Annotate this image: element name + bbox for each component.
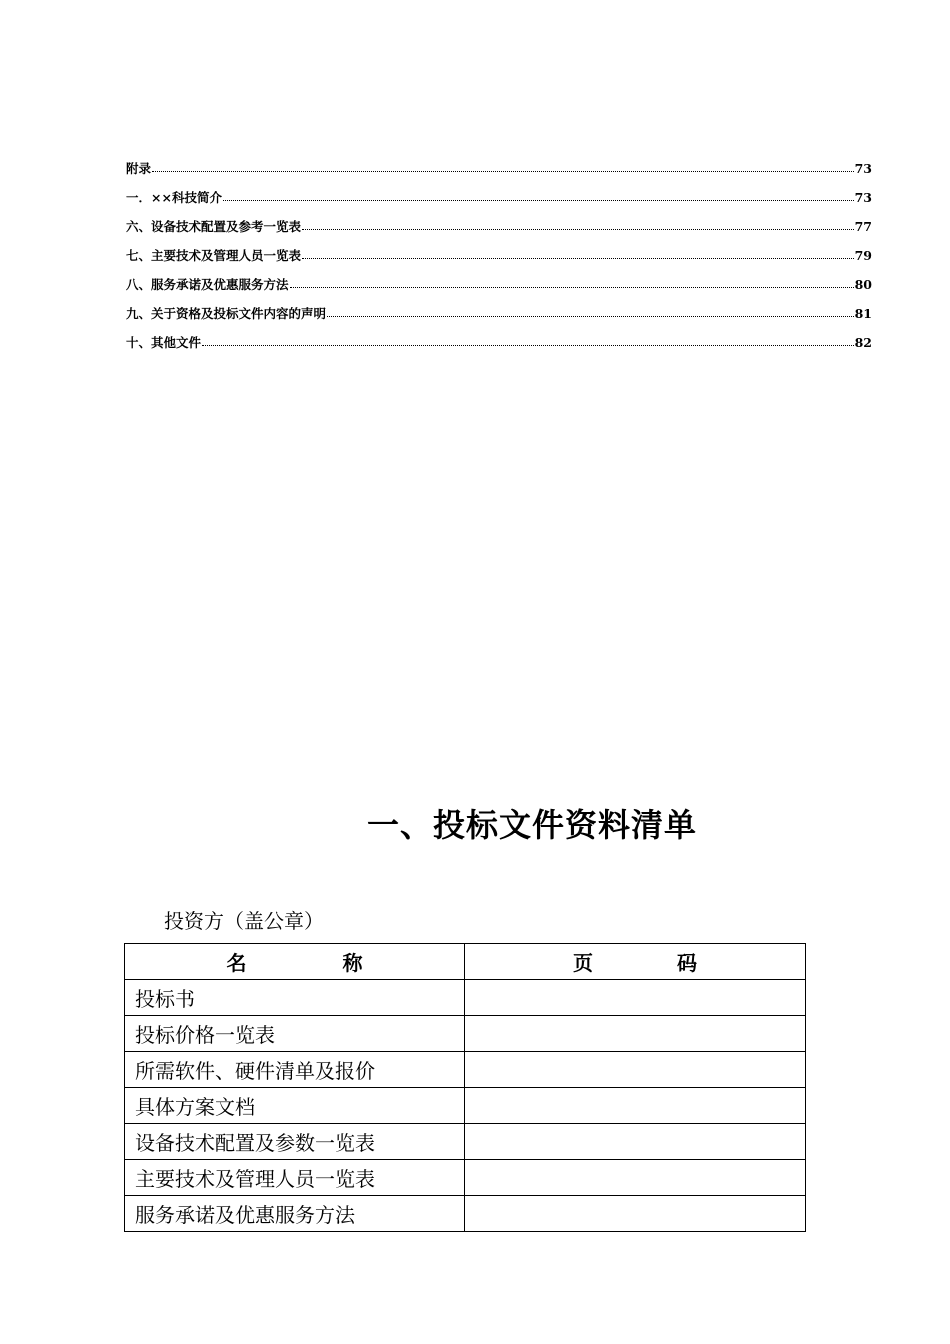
toc-entry-page: 77: [854, 218, 872, 234]
document-name-cell: 投标价格一览表: [125, 1016, 465, 1052]
document-name-cell: 具体方案文档: [125, 1088, 465, 1124]
toc-entry-label: 一．××科技简介: [126, 189, 222, 205]
header-char: 页: [573, 951, 593, 975]
toc-leader-dots: [290, 287, 854, 288]
header-char: 称: [342, 951, 363, 975]
toc-entry-label: 附录: [126, 160, 152, 176]
document-name-cell: 服务承诺及优惠服务方法: [125, 1196, 465, 1232]
header-char: 名: [226, 951, 247, 975]
document-list-table: [124, 943, 806, 1232]
table-row: [125, 1160, 806, 1196]
page-number-cell[interactable]: [465, 1052, 806, 1088]
column-header-name: [125, 944, 465, 980]
toc-entry[interactable]: [126, 320, 872, 349]
toc-entry-label: 八、服务承诺及优惠服务方法: [126, 276, 289, 292]
toc-entry-page: 80: [854, 276, 872, 292]
page-number-cell[interactable]: [465, 1016, 806, 1052]
toc-entry-page: 73: [854, 189, 872, 205]
document-name-cell: 所需软件、硬件清单及报价: [125, 1052, 465, 1088]
toc-leader-dots: [202, 345, 854, 346]
document-name-cell: 设备技术配置及参数一览表: [125, 1124, 465, 1160]
page-number-cell[interactable]: [465, 980, 806, 1016]
toc-leader-dots: [302, 258, 854, 259]
toc-leader-dots: [302, 229, 854, 230]
document-name-cell: 主要技术及管理人员一览表: [125, 1160, 465, 1196]
toc-entry[interactable]: [126, 291, 872, 320]
toc-entry[interactable]: [126, 204, 872, 233]
table-row: [125, 1016, 806, 1052]
toc-entry-label: 六、设备技术配置及参考一览表: [126, 218, 302, 234]
toc-entry-label: 十、其他文件: [126, 334, 202, 350]
table-row: [125, 1124, 806, 1160]
column-header-page: [465, 944, 806, 980]
table-of-contents: [126, 146, 872, 349]
toc-entry[interactable]: [126, 262, 872, 291]
toc-entry-page: 73: [854, 160, 872, 176]
toc-entry[interactable]: [126, 175, 872, 204]
toc-entry-label: 七、主要技术及管理人员一览表: [126, 247, 302, 263]
table-row: [125, 1052, 806, 1088]
page-number-cell[interactable]: [465, 1160, 806, 1196]
toc-leader-dots: [327, 316, 854, 317]
toc-entry-label: 九、关于资格及投标文件内容的声明: [126, 305, 327, 321]
page-number-cell[interactable]: [465, 1124, 806, 1160]
page-number-cell[interactable]: [465, 1088, 806, 1124]
toc-entry-page: 79: [854, 247, 872, 263]
toc-leader-dots: [223, 200, 854, 201]
page-number-cell[interactable]: [465, 1196, 806, 1232]
section-title: 一、投标文件资料清单: [366, 806, 697, 844]
toc-entry[interactable]: [126, 146, 872, 175]
header-char: 码: [677, 951, 697, 975]
document-name-cell: 投标书: [125, 980, 465, 1016]
toc-leader-dots: [152, 171, 854, 172]
toc-entry-page: 82: [854, 334, 872, 350]
stamp-line: 投资方（盖公章）: [164, 909, 324, 933]
table-row: [125, 980, 806, 1016]
toc-entry[interactable]: [126, 233, 872, 262]
table-header-row: [125, 944, 806, 980]
table-row: [125, 1196, 806, 1232]
toc-entry-page: 81: [854, 305, 872, 321]
table-row: [125, 1088, 806, 1124]
